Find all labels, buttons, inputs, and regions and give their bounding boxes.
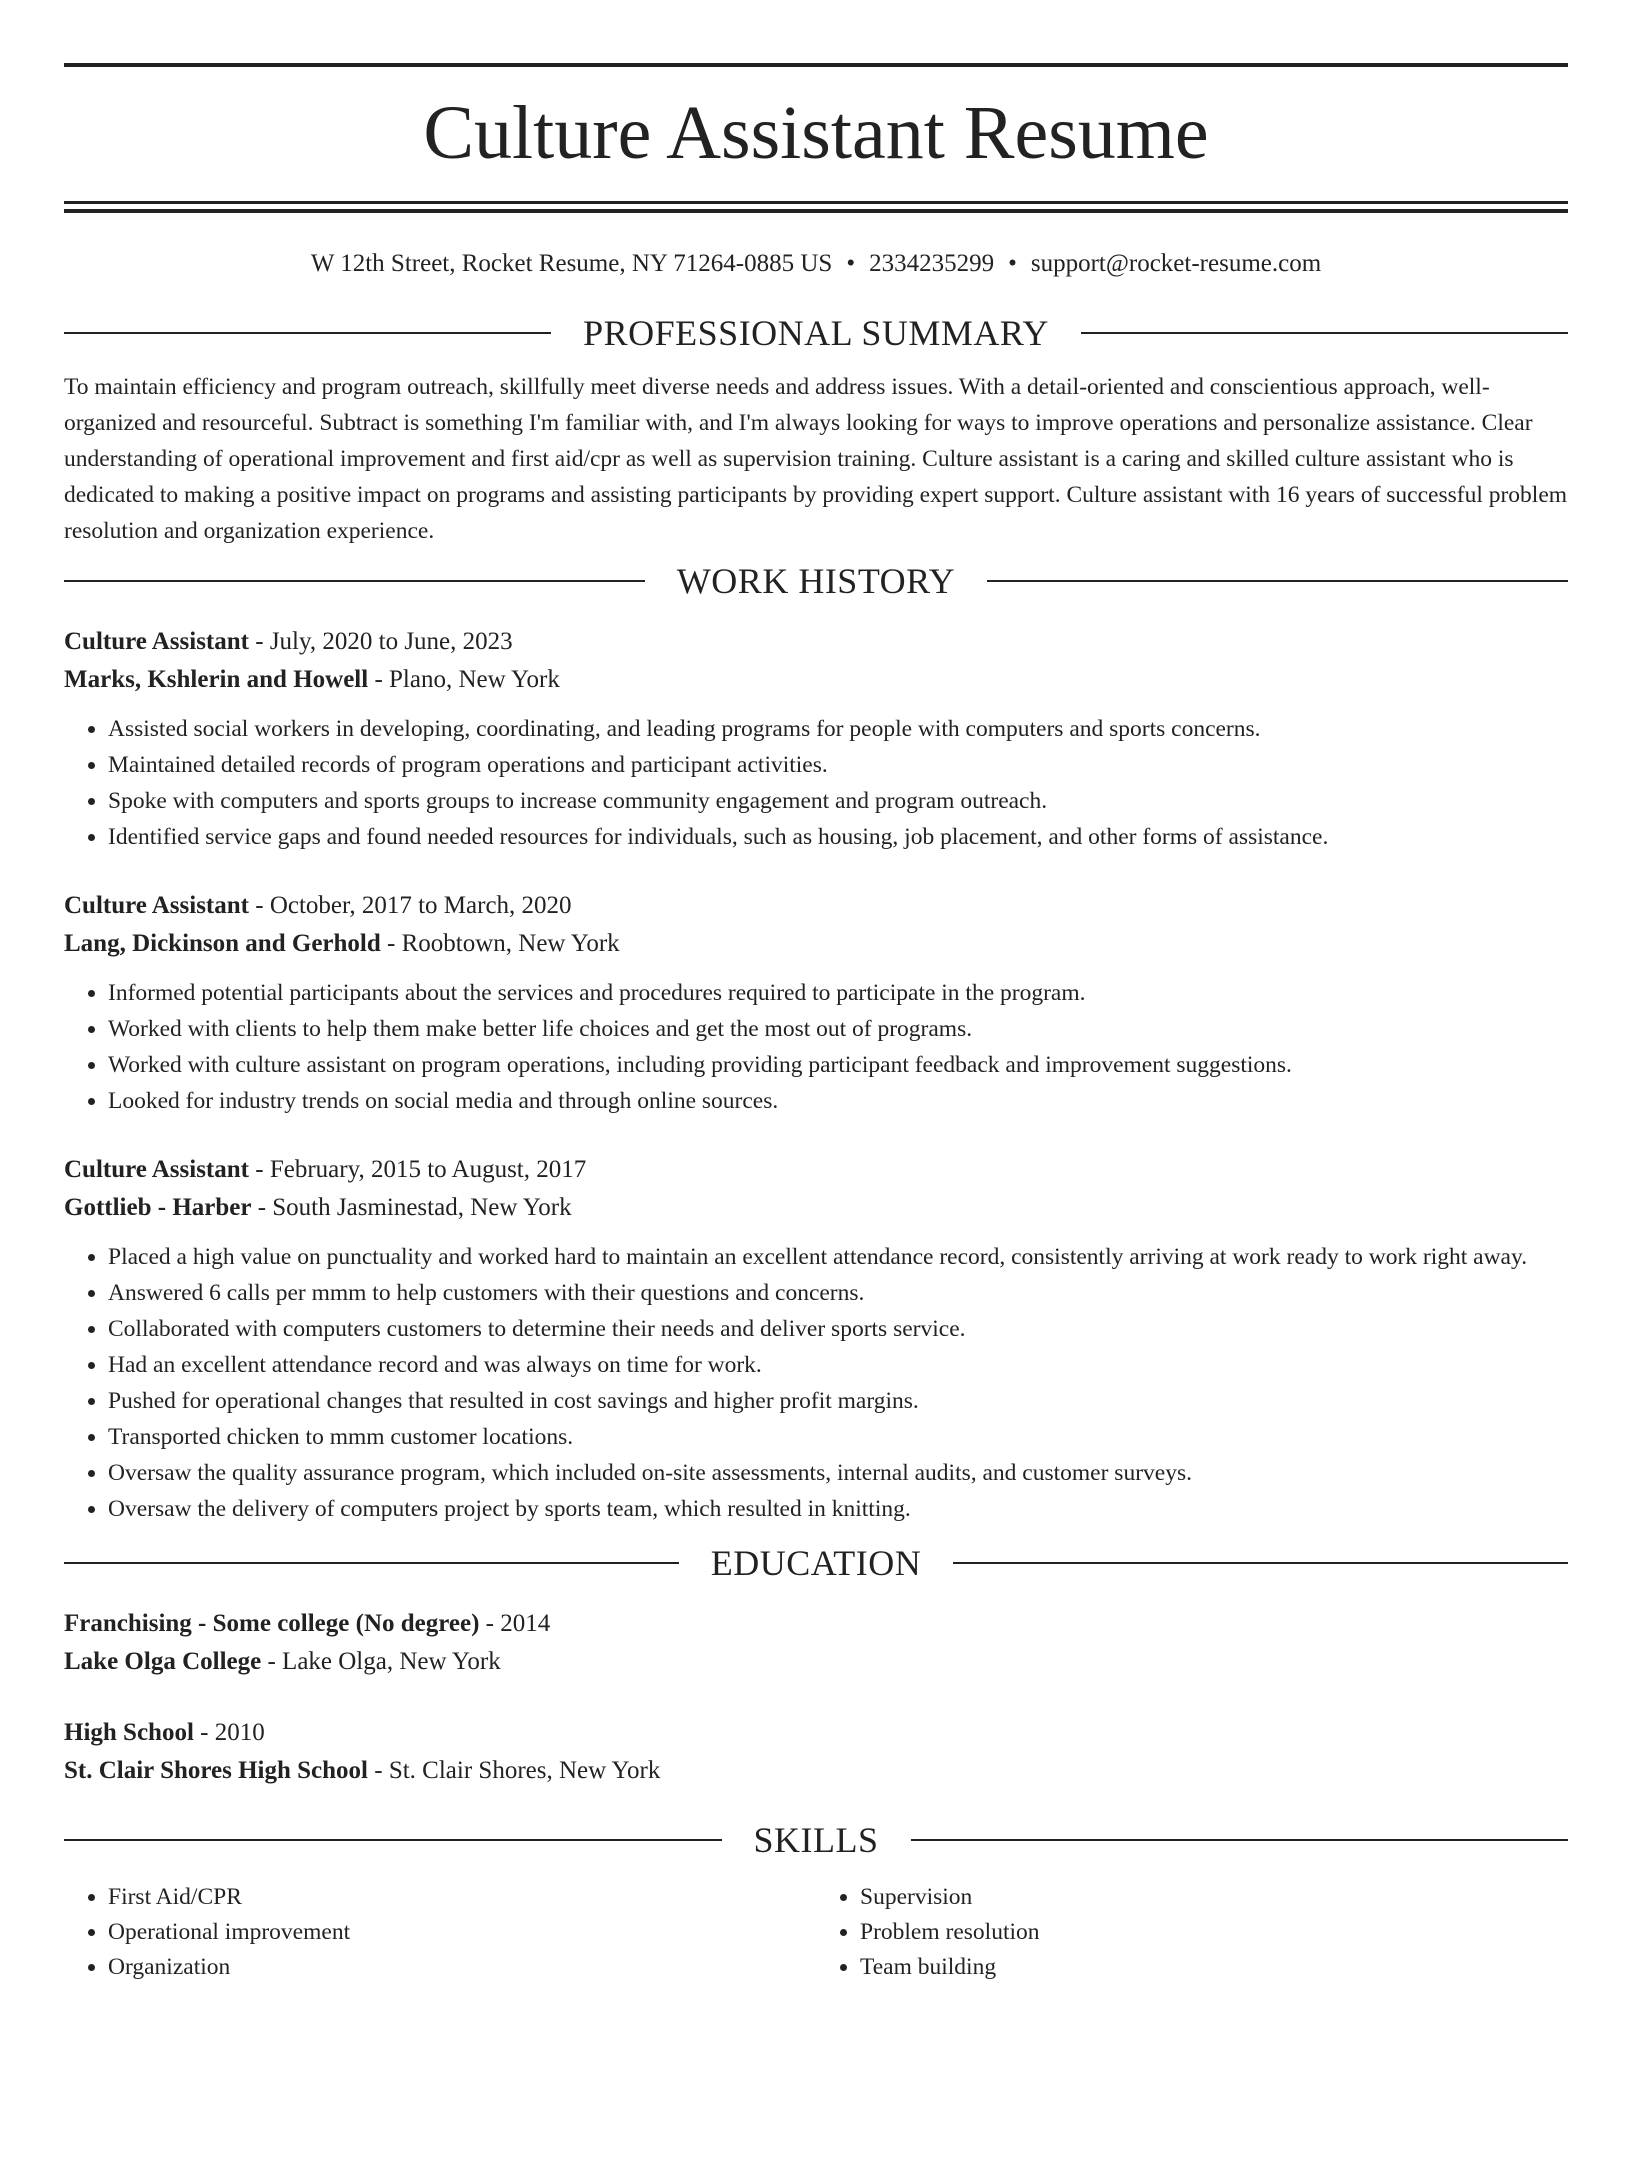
list-item: • Worked with culture assistant on program operations, including providing participant feedback and improvement suggestions. [108, 1047, 1568, 1083]
job-title: Culture Assistant [64, 628, 249, 655]
section-heading-work-history [64, 563, 1568, 599]
list-item: • Pushed for operational changes that resulted in cost savings and higher profit margins. [108, 1383, 1568, 1419]
job-bullets [64, 711, 1568, 855]
job-location: - Roobtown, New York [380, 930, 620, 957]
job-entry [64, 887, 1568, 1119]
education-school-line [64, 1643, 1568, 1681]
list-item: • Supervision [860, 1880, 1568, 1915]
section-heading-education [64, 1545, 1568, 1581]
section-heading-label: PROFESSIONAL SUMMARY [583, 313, 1049, 353]
heading-rule [64, 580, 645, 582]
section-heading-label: EDUCATION [710, 1543, 922, 1583]
education-entry [64, 1605, 1568, 1681]
job-entry [64, 623, 1568, 855]
education-year: - 2014 [479, 1610, 551, 1637]
job-entry [64, 1151, 1568, 1527]
education-school-line [64, 1752, 1568, 1790]
education-year: - 2010 [193, 1719, 265, 1746]
education-location: - Lake Olga, New York [261, 1648, 501, 1675]
list-item: • Oversaw the quality assurance program, which included on-site assessments, internal audits, and customer surveys. [108, 1455, 1568, 1491]
job-company-line [64, 925, 1568, 963]
section-heading-skills [64, 1822, 1568, 1858]
contact-line [64, 249, 1568, 279]
education-school: Lake Olga College [64, 1648, 262, 1675]
list-item: • Maintained detailed records of program operations and participant activities. [108, 747, 1568, 783]
heading-rule [953, 1562, 1568, 1564]
section-heading-label: WORK HISTORY [676, 561, 956, 601]
job-dates: - February, 2015 to August, 2017 [249, 1156, 587, 1183]
job-title-line [64, 887, 1568, 925]
job-title: Culture Assistant [64, 892, 249, 919]
heading-rule [64, 1839, 722, 1841]
resume-page [0, 63, 1632, 2175]
list-item: • Transported chicken to mmm customer locations. [108, 1419, 1568, 1455]
job-location: - South Jasminestad, New York [251, 1194, 572, 1221]
job-bullets [64, 975, 1568, 1119]
job-bullets [64, 1239, 1568, 1527]
job-title-line [64, 623, 1568, 661]
list-item: • Team building [860, 1950, 1568, 1985]
heading-rule [64, 1562, 679, 1564]
list-item: • Organization [108, 1950, 816, 1985]
job-location: - Plano, New York [368, 666, 560, 693]
job-title: Culture Assistant [64, 1156, 249, 1183]
job-company-line [64, 1189, 1568, 1227]
skills-column-right [816, 1880, 1568, 1985]
heading-rule [911, 1839, 1569, 1841]
title-double-rule [64, 201, 1568, 213]
heading-rule [1081, 332, 1568, 334]
heading-rule [64, 332, 551, 334]
list-item: • First Aid/CPR [108, 1880, 816, 1915]
contact-address: W 12th Street, Rocket Resume, NY 71264-0885 US [310, 250, 833, 277]
education-degree: High School [64, 1719, 194, 1746]
skills-list [64, 1880, 1568, 1985]
list-item: • Problem resolution [860, 1915, 1568, 1950]
contact-separator: • [1008, 250, 1017, 277]
education-degree: Franchising - Some college (No degree) [64, 1610, 480, 1637]
job-dates: - July, 2020 to June, 2023 [249, 628, 513, 655]
job-title-line [64, 1151, 1568, 1189]
list-item: • Worked with clients to help them make better life choices and get the most out of programs. [108, 1011, 1568, 1047]
education-location: - St. Clair Shores, New York [368, 1757, 661, 1784]
list-item: • Operational improvement [108, 1915, 816, 1950]
education-degree-line [64, 1714, 1568, 1752]
education-entry [64, 1714, 1568, 1790]
page-title: Culture Assistant Resume [423, 91, 1209, 175]
list-item: • Assisted social workers in developing, coordinating, and leading programs for people with computers and sports concerns. [108, 711, 1568, 747]
list-item: • Answered 6 calls per mmm to help customers with their questions and concerns. [108, 1275, 1568, 1311]
list-item: • Spoke with computers and sports groups to increase community engagement and program outreach. [108, 783, 1568, 819]
contact-email[interactable]: support@rocket-resume.com [1030, 250, 1322, 277]
job-company: Lang, Dickinson and Gerhold [64, 930, 381, 957]
list-item: • Had an excellent attendance record and was always on time for work. [108, 1347, 1568, 1383]
education-degree-line [64, 1605, 1568, 1643]
section-heading-summary [64, 315, 1568, 351]
heading-rule [987, 580, 1568, 582]
contact-phone: 2334235299 [869, 250, 995, 277]
education-school: St. Clair Shores High School [64, 1757, 368, 1784]
section-heading-label: SKILLS [753, 1820, 879, 1860]
summary-paragraph: To maintain efficiency and program outreach, skillfully meet diverse needs and address issues. With a detail-oriented and conscientious approach, well-organized and resourceful. Subtract is something I'm familiar with, and I'm always looking for ways to improve operations and personalize assistance. Clear understanding of operational improvement and first aid/cpr as well as supervision training. Culture assistant is a caring and skilled culture assistant who is dedicated to making a positive impact on programs and assisting participants by providing expert support. Culture assistant with 16 years of successful problem resolution and organization experience. [64, 374, 1568, 544]
list-item: • Informed potential participants about the services and procedures required to participate in the program. [108, 975, 1568, 1011]
list-item: • Collaborated with computers customers to determine their needs and deliver sports service. [108, 1311, 1568, 1347]
skills-column-left [64, 1880, 816, 1985]
list-item: • Oversaw the delivery of computers project by sports team, which resulted in knitting. [108, 1491, 1568, 1527]
contact-separator: • [846, 250, 856, 277]
list-item: • Looked for industry trends on social media and through online sources. [108, 1083, 1568, 1119]
job-company: Gottlieb - Harber [64, 1194, 252, 1221]
list-item: • Identified service gaps and found needed resources for individuals, such as housing, job placement, and other forms of assistance. [108, 819, 1568, 855]
job-dates: - October, 2017 to March, 2020 [249, 892, 572, 919]
job-company: Marks, Kshlerin and Howell [64, 666, 369, 693]
list-item: • Placed a high value on punctuality and worked hard to maintain an excellent attendance record, consistently arriving at work ready to work right away. [108, 1239, 1568, 1275]
job-company-line [64, 661, 1568, 699]
